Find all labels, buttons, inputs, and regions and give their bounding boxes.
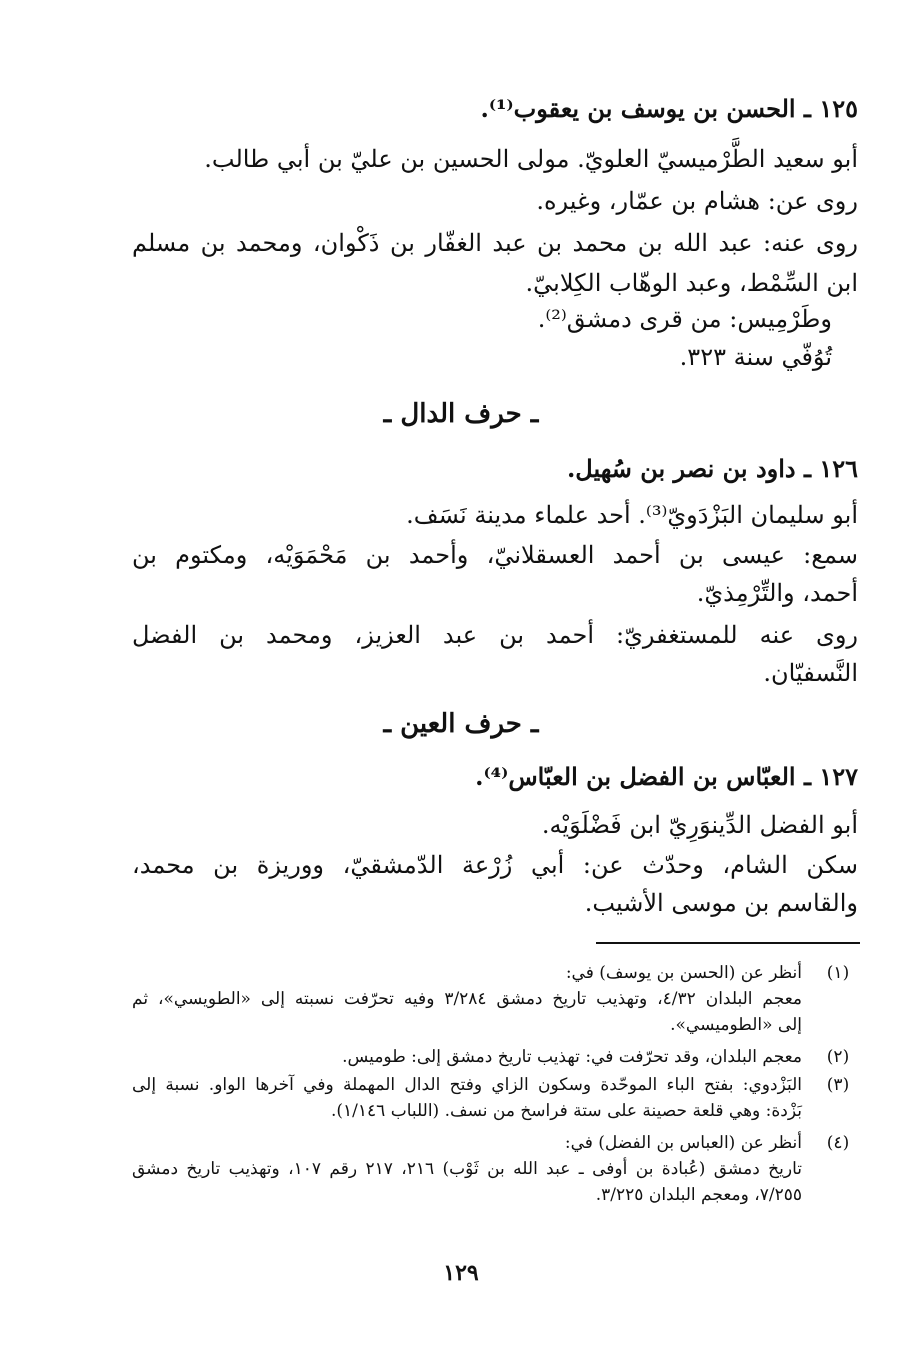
footnote-2-number: (٢): [826, 1047, 850, 1067]
footnote-1: [132, 960, 858, 1040]
page-number: ١٢٩: [443, 1260, 479, 1286]
section-heading-dal: ـ حرف الدال ـ: [383, 399, 539, 429]
entry-126-line-5: النَّسفيّان.: [763, 659, 858, 687]
entry-125-line-5: وطَرْمِيس: من قرى دمشق⁽²⁾.: [537, 305, 832, 333]
entry-125-line-4: ابن السِّمْط، وعبد الوهّاب الكِلابيّ.: [525, 269, 858, 297]
footnote-3-line: بَزْدة: وهي قلعة حصينة على ستة فراسخ من نسف. (اللباب ١/١٤٦).: [330, 1101, 802, 1121]
footnote-4-number: (٤): [826, 1133, 850, 1153]
entry-126-title: ١٢٦ ـ داود بن نصر بن سُهيل.: [566, 454, 858, 483]
entry-126-line-1: أبو سليمان البَزْدَويّ⁽³⁾. أحد علماء مدينة نَسَف.: [406, 501, 858, 529]
footnote-4-line: ٧/٢٥٥، ومعجم البلدان ٣/٢٢٥.: [595, 1185, 802, 1205]
footnote-4-text: [132, 1130, 802, 1208]
entry-125-title: ١٢٥ ـ الحسن بن يوسف بن يعقوب⁽¹⁾.: [480, 94, 858, 123]
footnote-2-text: [132, 1044, 802, 1070]
footnote-3-line: البَزْدوي: بفتح الباء الموحّدة وسكون الزاي وفتح الدال المهملة وفي آخرها الواو. نسبة إلى: [132, 1075, 802, 1095]
footnote-1-text: [132, 960, 802, 1038]
footnote-2: [132, 1044, 858, 1072]
entry-127-title: ١٢٧ ـ العبّاس بن الفضل بن العبّاس⁽⁴⁾.: [475, 762, 858, 791]
entry-126-line-3: أحمد، والتِّرْمِذيّ.: [696, 579, 858, 607]
footnote-3-number: (٣): [826, 1075, 850, 1095]
footnote-4: [132, 1130, 858, 1214]
footnote-1-number: (١): [826, 963, 850, 983]
footnote-1-line: أنظر عن (الحسن بن يوسف) في:: [565, 963, 802, 983]
entry-127-line-3: والقاسم بن موسى الأشيب.: [584, 889, 858, 917]
footnote-2-line: معجم البلدان، وقد تحرّفت في: تهذيب تاريخ دمشق إلى: طوميس.: [342, 1047, 802, 1067]
footnote-3: [132, 1072, 858, 1128]
footnote-4-line: تاريخ دمشق (عُبادة بن أوفى ـ عبد الله بن ثَوْب) ٢١٦، ٢١٧ رقم ١٠٧، وتهذيب تاريخ دمشق: [132, 1159, 802, 1179]
section-heading-ain: ـ حرف العين ـ: [383, 709, 539, 739]
footnote-separator: [596, 942, 860, 944]
entry-125-line-1: أبو سعيد الطَّرْميسيّ العلويّ. مولى الحسين بن عليّ بن أبي طالب.: [204, 145, 858, 173]
footnote-4-line: أنظر عن (العباس بن الفضل) في:: [564, 1133, 802, 1153]
entry-126-line-4: روى عنه للمستغفريّ: أحمد بن عبد العزيز، ومحمد بن الفضل: [132, 621, 858, 649]
entry-125-line-2: روى عن: هشام بن عمّار، وغيره.: [536, 187, 858, 215]
footnote-3-text: [132, 1072, 802, 1124]
footnote-1-line: إلى «الطوميسي».: [670, 1015, 802, 1035]
entry-126-line-2: سمع: عيسى بن أحمد العسقلانيّ، وأحمد بن مَحْمَوَيْه، ومكتوم بن: [132, 541, 858, 569]
entry-125-line-3: روى عنه: عبد الله بن محمد بن عبد الغفّار بن ذَكْوان، ومحمد بن مسلم: [132, 229, 858, 257]
footnote-1-line: معجم البلدان ٤/٣٢، وتهذيب تاريخ دمشق ٣/٢٨٤ وفيه تحرّفت نسبته إلى «الطويسي»، ثم: [132, 989, 802, 1009]
entry-125-line-6: تُوُفّي سنة ٣٢٣.: [679, 343, 832, 371]
entry-127-line-2: سكن الشام، وحدّث عن: أبي زُرْعة الدّمشقيّ، ووريزة بن محمد،: [132, 851, 858, 879]
entry-127-line-1: أبو الفضل الدِّينوَرِيّ ابن فَضْلَوَيْه.: [541, 811, 858, 839]
